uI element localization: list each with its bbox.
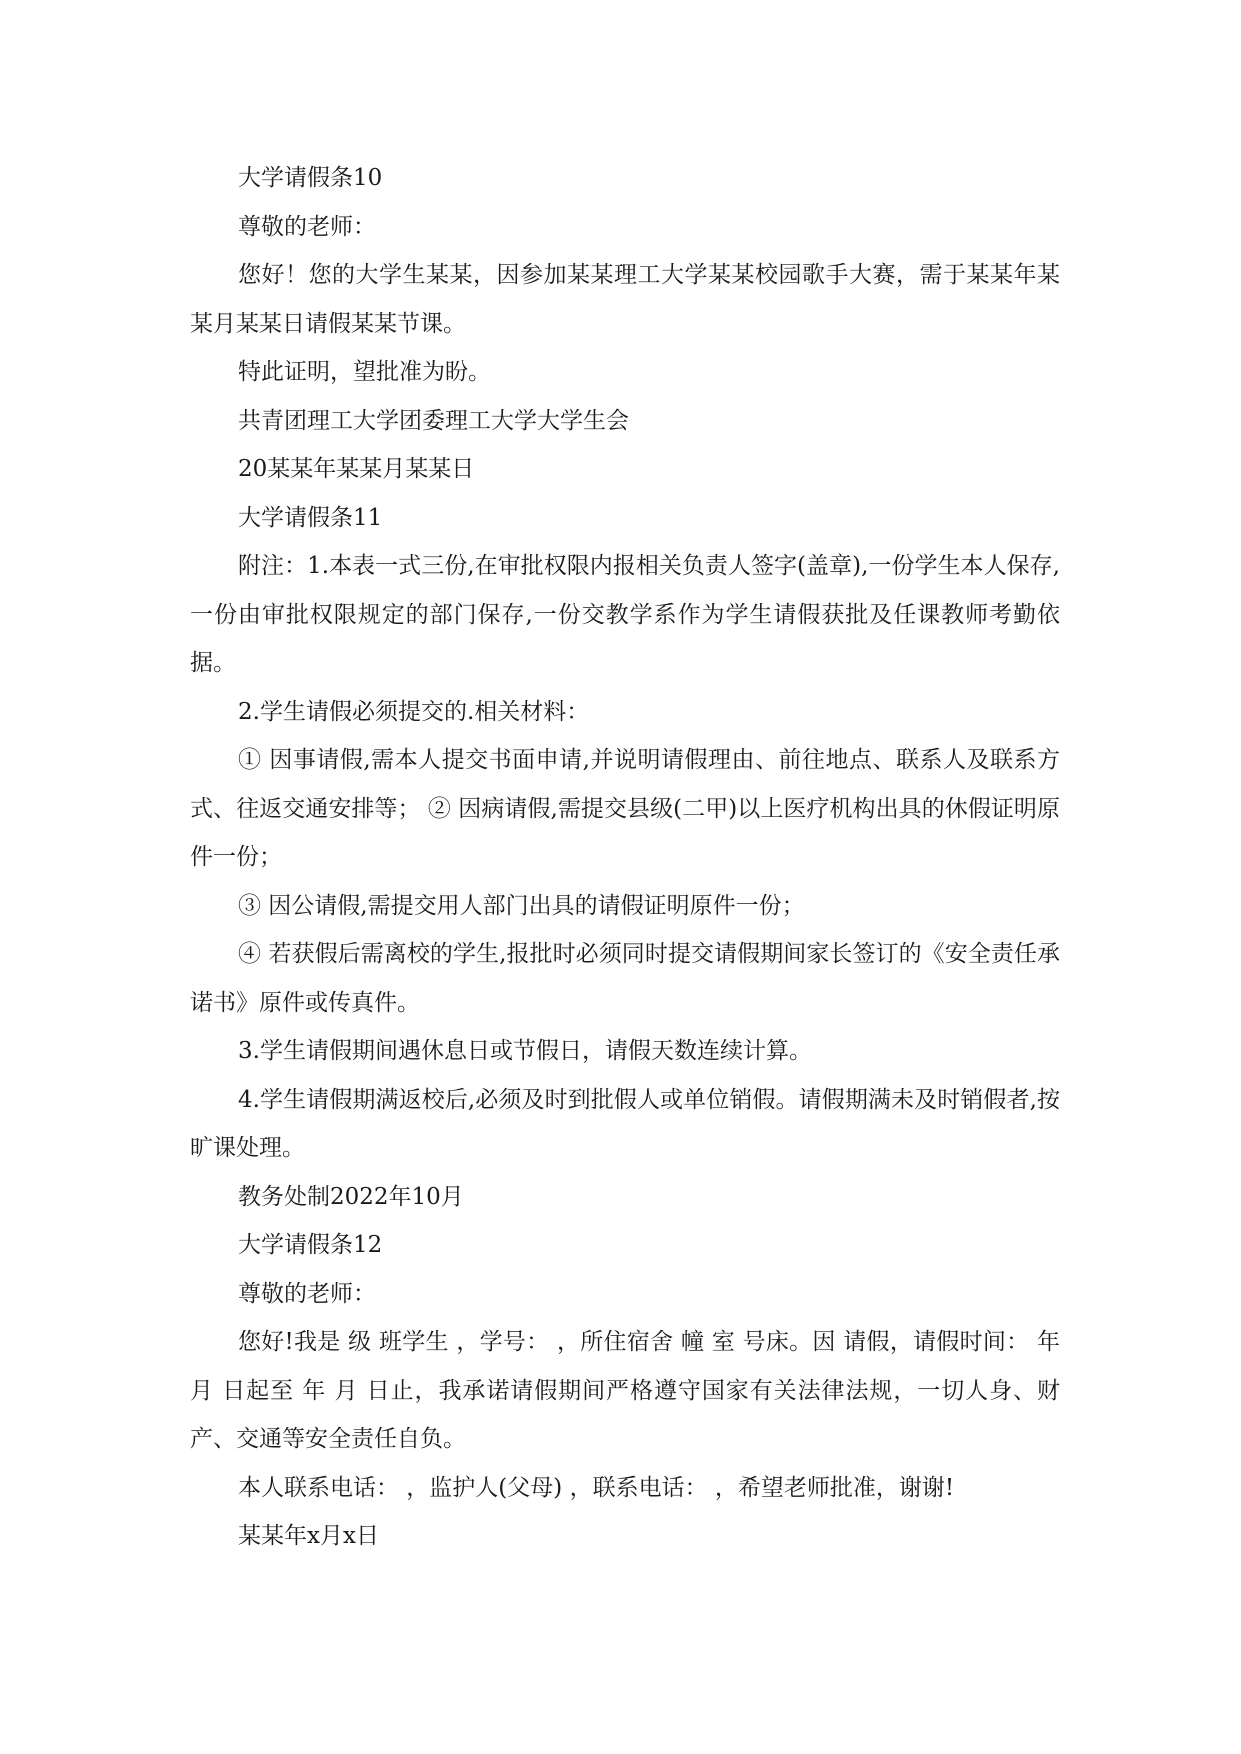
- contact-line: 本人联系电话： ，监护人(父母) ，联系电话： ，希望老师批准，谢谢!: [238, 1474, 955, 1501]
- note-sub-item-1-2: ① 因事请假,需本人提交书面申请,并说明请假理由、前往地点、联系人及联系方式、往返交通安排等； ② 因病请假,需提交县级(二甲)以上医疗机构出具的休假证明原件一份；: [190, 747, 1060, 870]
- salutation: 尊敬的老师：: [238, 213, 376, 240]
- note-item-2: 2.学生请假必须提交的.相关材料：: [238, 698, 590, 725]
- note-11-title: 大学请假条11: [238, 504, 383, 531]
- note-10-title: 大学请假条10: [238, 165, 383, 191]
- document-body: [190, 154, 1060, 1561]
- note-sub-item-3: ③ 因公请假,需提交用人部门出具的请假证明原件一份；: [238, 892, 805, 919]
- body-paragraph: 您好！您的大学生某某，因参加某某理工大学某某校园歌手大赛，需于某某年某某月某某日请假某某节课。: [190, 262, 1060, 337]
- body-paragraph: 您好!我是 级 班学生 ，学号： ，所住宿舍 幢 室 号床。因 请假，请假时间： 年 月 日起至 年 月 日止，我承诺请假期间严格遵守国家有关法律法规，一切人身、财产、交通等安全责任自负。: [190, 1329, 1060, 1452]
- note-item-1: 附注：1.本表一式三份,在审批权限内报相关负责人签字(盖章),一份学生本人保存,一份由审批权限规定的部门保存,一份交教学系作为学生请假获批及任课教师考勤依据。: [190, 553, 1060, 676]
- closing-line: 特此证明，望批准为盼。: [238, 359, 491, 385]
- note-item-4: 4.学生请假期满返校后,必须及时到批假人或单位销假。请假期满未及时销假者,按旷课处理。: [190, 1086, 1060, 1161]
- date-line: 20某某年某某月某某日: [238, 456, 475, 482]
- salutation: 尊敬的老师：: [238, 1280, 376, 1307]
- signatory: 共青团理工大学团委理工大学大学生会: [238, 407, 629, 434]
- note-12-title: 大学请假条12: [238, 1232, 383, 1258]
- note-item-3: 3.学生请假期间遇休息日或节假日，请假天数连续计算。: [238, 1038, 812, 1064]
- date-line: 某某年x月x日: [238, 1523, 379, 1549]
- note-sub-item-4: ④ 若获假后需离校的学生,报批时必须同时提交请假期间家长签订的《安全责任承诺书》原件或传真件。: [190, 941, 1060, 1016]
- issuer-line: 教务处制2022年10月: [238, 1183, 464, 1210]
